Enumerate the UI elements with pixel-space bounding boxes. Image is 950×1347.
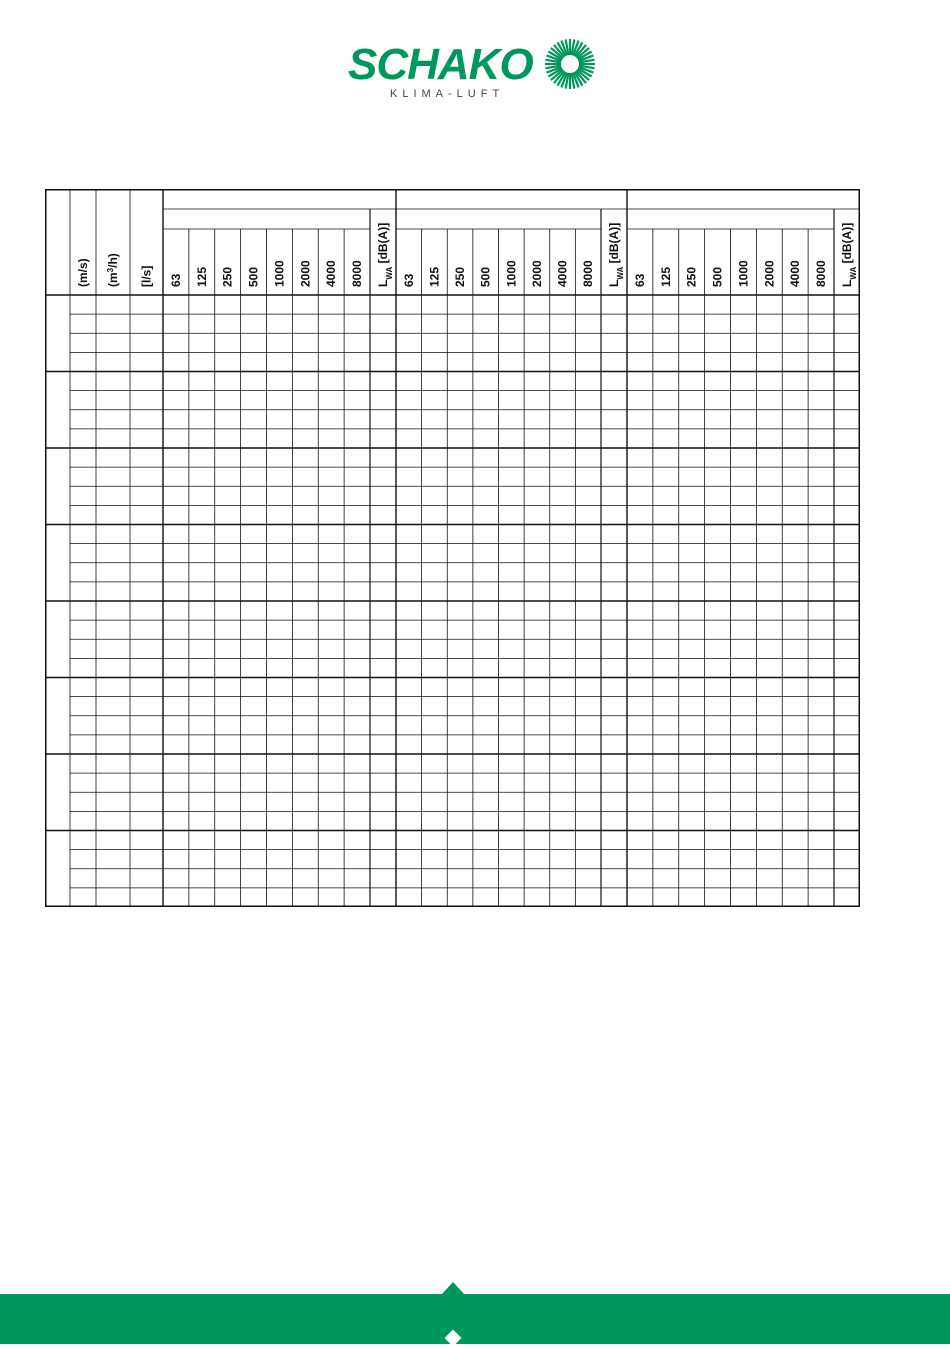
lwa-header — [376, 223, 394, 287]
freq-header-500 — [711, 267, 725, 287]
freq-header-250 — [221, 267, 235, 287]
freq-header-2000 — [530, 260, 544, 287]
freq-header-63 — [633, 273, 647, 287]
freq-label: 63 — [168, 273, 183, 287]
footer-notch — [441, 1282, 465, 1295]
freq-header-8000 — [814, 260, 828, 287]
header-flow-m3h-end: /h) — [106, 253, 120, 268]
freq-header-4000 — [556, 260, 570, 287]
lwa-header — [840, 223, 858, 287]
freq-label: 500 — [710, 266, 725, 287]
freq-header-125 — [659, 267, 673, 287]
freq-label: 250 — [453, 266, 468, 287]
schako-logo — [340, 24, 610, 104]
sunburst-icon — [545, 39, 595, 89]
footer-bar — [0, 1294, 950, 1344]
freq-header-8000 — [350, 260, 364, 287]
freq-header-1000 — [272, 260, 286, 287]
freq-label: 125 — [194, 266, 209, 287]
lwa-sub: WA — [615, 266, 625, 280]
freq-header-125 — [195, 267, 209, 287]
freq-header-2000 — [762, 260, 776, 287]
schako-logo-graphic — [340, 24, 610, 104]
header-flow-ls: [l/s] — [139, 265, 154, 287]
freq-label: 1000 — [504, 260, 519, 287]
lwa-unit: [dB(A)] — [840, 222, 854, 267]
freq-label: 63 — [632, 273, 647, 287]
col-header-flow-m3h — [106, 253, 121, 287]
freq-label: 125 — [658, 266, 673, 287]
lwa-unit: [dB(A)] — [376, 222, 390, 267]
lwa-main: L — [607, 279, 621, 287]
lwa-main: L — [840, 279, 854, 287]
freq-label: 8000 — [350, 260, 365, 287]
freq-header-1000 — [736, 260, 750, 287]
freq-header-63 — [169, 273, 183, 287]
freq-label: 4000 — [324, 260, 339, 287]
freq-label: 1000 — [736, 260, 751, 287]
freq-header-250 — [453, 267, 467, 287]
header-flow-m3h-sup: 3 — [105, 267, 115, 273]
freq-label: 250 — [684, 266, 699, 287]
freq-header-2000 — [298, 260, 312, 287]
freq-header-500 — [479, 267, 493, 287]
freq-label: 4000 — [555, 260, 570, 287]
freq-header-1000 — [504, 260, 518, 287]
brand-tagline: KLIMA-LUFT — [390, 88, 505, 100]
freq-header-8000 — [581, 260, 595, 287]
freq-header-63 — [402, 273, 416, 287]
freq-header-125 — [427, 267, 441, 287]
lwa-unit: [dB(A)] — [607, 222, 621, 267]
sound-data-table — [45, 189, 860, 907]
freq-header-250 — [685, 267, 699, 287]
col-header-velocity — [76, 258, 90, 287]
freq-label: 8000 — [581, 260, 596, 287]
freq-label: 8000 — [814, 260, 829, 287]
freq-label: 2000 — [529, 260, 544, 287]
freq-label: 125 — [427, 266, 442, 287]
header-flow-m3h: (m — [106, 272, 120, 287]
brand-name: SCHAKO — [348, 40, 533, 89]
freq-label: 250 — [220, 266, 235, 287]
freq-label: 4000 — [788, 260, 803, 287]
freq-label: 63 — [401, 273, 416, 287]
lwa-header — [607, 223, 625, 287]
freq-label: 1000 — [272, 260, 287, 287]
freq-label: 2000 — [762, 260, 777, 287]
freq-header-4000 — [324, 260, 338, 287]
freq-label: 500 — [246, 266, 261, 287]
freq-header-500 — [247, 267, 261, 287]
freq-header-4000 — [788, 260, 802, 287]
col-header-flow-ls — [140, 266, 154, 287]
header-velocity: (m/s) — [76, 258, 90, 287]
freq-label: 2000 — [298, 260, 313, 287]
lwa-sub: WA — [848, 266, 858, 280]
lwa-sub: WA — [384, 266, 394, 280]
table-border — [46, 190, 860, 907]
lwa-main: L — [376, 279, 390, 287]
table-grid — [45, 189, 860, 907]
freq-label: 500 — [478, 266, 493, 287]
